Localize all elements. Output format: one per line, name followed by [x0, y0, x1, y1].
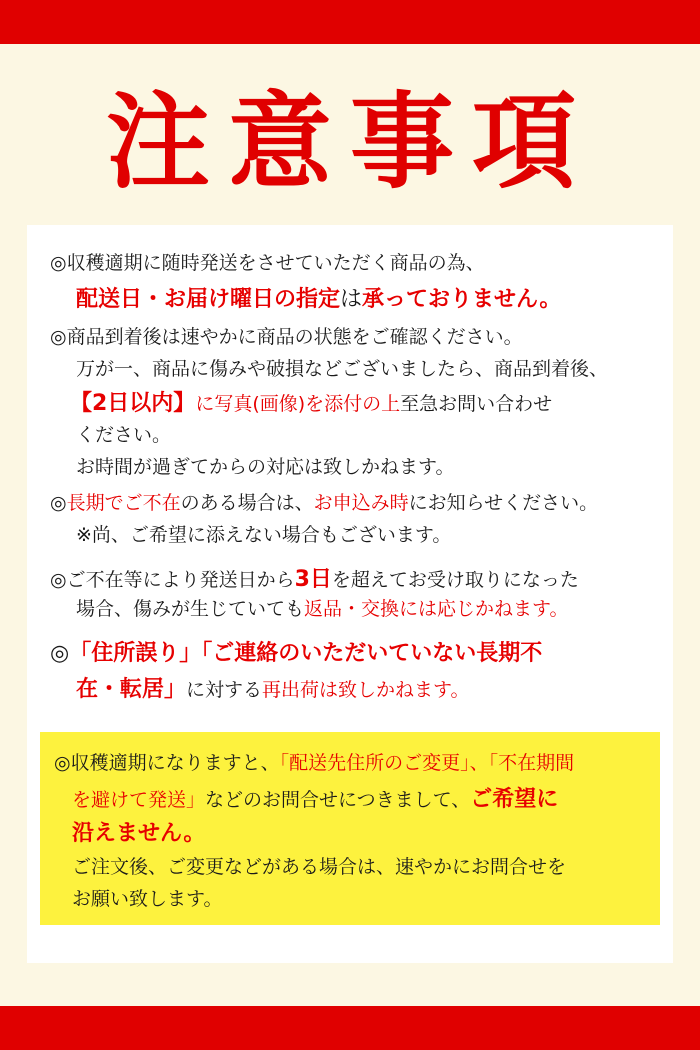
s5-no-reship: 再出荷は致しかねます。 — [262, 679, 470, 701]
note-line4: ご注文後、ご変更などがある場合は、速やかにお問合せを — [72, 856, 567, 878]
s4-line1 — [50, 562, 579, 593]
s5-line1 — [50, 636, 542, 667]
s1-designation-text: 配送日・お届け曜日の指定 — [76, 287, 341, 312]
s4-text-a: ◎ご不在等により発送日から — [50, 569, 295, 591]
s2-within-2-days: 【2日以内】 — [70, 391, 196, 416]
s4-3-days: 3日 — [294, 567, 332, 592]
s2-line2: 万が一、商品に傷みや破損などございましたら、商品到着後、 — [76, 358, 609, 380]
s4-text-c: を超えてお受け取りになった — [331, 569, 579, 591]
s2-contact-urgently: 至急お問い合わせ — [400, 393, 553, 415]
s3-if-text: のある場合は、 — [180, 492, 314, 514]
s1-particle: は — [340, 287, 363, 312]
note-avoid-absence: を避けて発送」 — [72, 789, 206, 811]
s1-line2 — [76, 282, 561, 313]
note-line3 — [72, 816, 205, 847]
s3-line1 — [50, 488, 598, 515]
s1-not-accepted-text: 承っておりません。 — [362, 287, 562, 312]
s3-long-absence: 長期でご不在 — [66, 492, 181, 514]
s3-at-application: お申込み時 — [313, 492, 409, 514]
s2-line4: ください。 — [76, 424, 172, 446]
note-line1 — [54, 748, 574, 775]
note-text-b: などのお問合せにつきまして、 — [205, 789, 471, 811]
s2-attach-photo-text: に写真(画像)を添付の上 — [195, 393, 401, 415]
s5-line2 — [76, 672, 470, 703]
s3-line2: ※尚、ご希望に添えない場合もございます。 — [76, 524, 452, 546]
top-red-bar — [0, 0, 700, 44]
page-title: 注意事項 — [105, 80, 594, 203]
s4-text-d: 場合、傷みが生じていても — [76, 598, 305, 620]
s5-address-error: 「住所誤り」「ご連絡のいただいていない長期不 — [69, 641, 543, 666]
bottom-red-bar — [0, 1006, 700, 1050]
note-change-request: 「配送先住所のご変更」、「不在期間 — [279, 752, 575, 774]
s3-mark: ◎ — [50, 492, 67, 514]
s5-text: に対する — [186, 679, 263, 701]
s4-line2 — [76, 594, 569, 621]
note-cannot-meet: ご希望に — [470, 787, 559, 812]
note-text-a: ◎収穫適期になりますと、 — [54, 752, 280, 774]
s4-no-returns: 返品・交換には応じかねます。 — [304, 598, 569, 620]
s5-move: 在・転居」 — [76, 677, 187, 702]
s1-line1: ◎収穫適期に随時発送をさせていただく商品の為、 — [50, 252, 485, 274]
s3-notify-text: にお知らせください。 — [408, 492, 599, 514]
s5-mark: ◎ — [50, 641, 70, 666]
s2-line1: ◎商品到着後は速やかに商品の状態をご確認ください。 — [50, 326, 523, 348]
note-cannot-meet-cont: 沿えません。 — [72, 821, 206, 846]
s2-line5: お時間が過ぎてからの対応は致しかねます。 — [76, 456, 455, 478]
s2-line3 — [70, 386, 552, 417]
note-line2 — [72, 782, 558, 813]
note-line5: お願い致します。 — [72, 888, 223, 910]
